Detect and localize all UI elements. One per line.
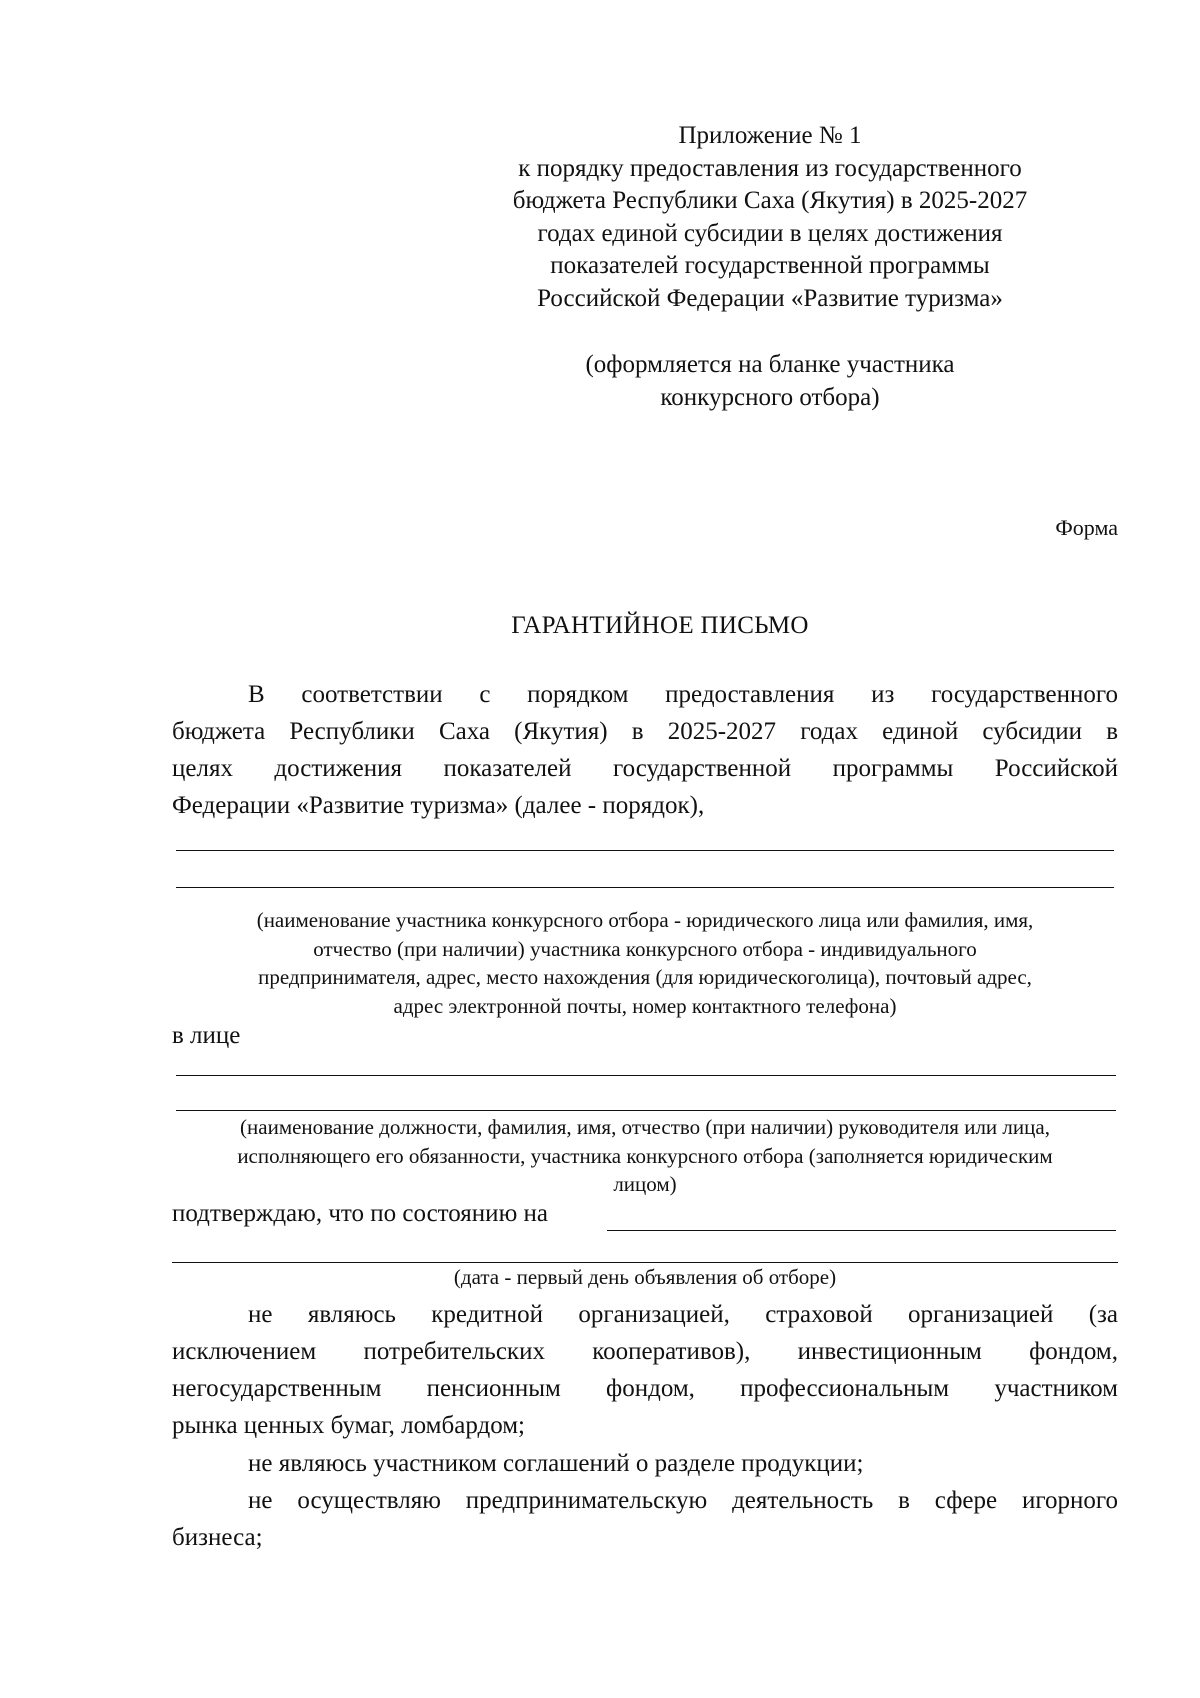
head-caption bbox=[172, 1113, 1118, 1199]
statement-line: бизнеса; bbox=[172, 1524, 263, 1551]
participant-caption-line: предпринимателя, адрес, место нахождения (для юридическоголица), почтовый адрес, bbox=[258, 965, 1032, 989]
participant-caption-line: (наименование участника конкурсного отбора - юридического лица или фамилия, имя, bbox=[256, 908, 1034, 932]
intro-line: бюджета Республики Саха (Якутия) в 2025-2027 годах единой субсидии в bbox=[172, 718, 1118, 745]
intro-paragraph bbox=[172, 676, 1118, 824]
statement-paragraph-2 bbox=[172, 1445, 1118, 1482]
appendix-line: Российской Федерации «Развитие туризма» bbox=[537, 284, 1003, 312]
participant-caption bbox=[172, 906, 1118, 1020]
intro-line: В соответствии с порядком предоставления из государственного bbox=[248, 681, 1118, 708]
appendix-line: бюджета Республики Саха (Якутия) в 2025-2027 bbox=[512, 187, 1028, 214]
form-label: Форма bbox=[1055, 515, 1118, 540]
statement-line: исключением потребительских кооперативов), инвестиционным фондом, bbox=[172, 1338, 1118, 1365]
in-person-label: в лице bbox=[172, 1022, 241, 1049]
statement-line: не осуществляю предпринимательскую деятельность в сфере игорного bbox=[248, 1487, 1118, 1514]
statement-line: не являюсь кредитной организацией, страховой организацией (за bbox=[248, 1301, 1118, 1328]
appendix-line: показателей государственной программы bbox=[550, 252, 990, 279]
head-caption-line: исполняющего его обязанности, участника конкурсного отбора (заполняется юридическим bbox=[237, 1143, 1053, 1168]
statement-line: не являюсь участником соглашений о разделе продукции; bbox=[248, 1450, 864, 1477]
head-fill-line-2[interactable] bbox=[176, 1110, 1116, 1111]
date-fill-line[interactable] bbox=[607, 1230, 1116, 1231]
head-fill-line-1[interactable] bbox=[176, 1075, 1116, 1076]
intro-line: Федерации «Развитие туризма» (далее - порядок), bbox=[172, 792, 705, 819]
blank-note bbox=[560, 349, 980, 414]
appendix-line: Приложение № 1 bbox=[678, 122, 862, 149]
appendix-line: к порядку предоставления из государственного bbox=[518, 154, 1022, 182]
confirm-label: подтверждаю, что по состоянию на bbox=[172, 1200, 548, 1227]
participant-caption-line: адрес электронной почты, номер контактного телефона) bbox=[393, 993, 897, 1018]
head-caption-line: (наименование должности, фамилия, имя, отчество (при наличии) руководителя или лица, bbox=[240, 1115, 1050, 1139]
intro-line: целях достижения показателей государственной программы Российской bbox=[172, 755, 1118, 782]
blank-note-line: (оформляется на бланке участника bbox=[585, 351, 955, 378]
appendix-header bbox=[470, 120, 1070, 315]
statement-line: рынка ценных бумаг, ломбардом; bbox=[172, 1412, 526, 1439]
participant-caption-line: отчество (при наличии) участника конкурсного отбора - индивидуального bbox=[313, 936, 977, 961]
statement-line: негосударственным пенсионным фондом, профессиональным участником bbox=[172, 1375, 1118, 1402]
statement-paragraph-1 bbox=[172, 1296, 1118, 1444]
head-caption-line: лицом) bbox=[613, 1172, 677, 1196]
blank-note-line: конкурсного отбора) bbox=[660, 383, 880, 411]
document-title: ГАРАНТИЙНОЕ ПИСЬМО bbox=[511, 612, 809, 639]
participant-fill-line-2[interactable] bbox=[176, 887, 1114, 888]
date-caption bbox=[172, 1263, 1118, 1292]
date-caption-text: (дата - первый день объявления об отборе) bbox=[453, 1265, 837, 1289]
statement-paragraph-3 bbox=[172, 1482, 1118, 1556]
participant-fill-line-1[interactable] bbox=[176, 850, 1114, 851]
appendix-line: годах единой субсидии в целях достижения bbox=[537, 219, 1003, 247]
